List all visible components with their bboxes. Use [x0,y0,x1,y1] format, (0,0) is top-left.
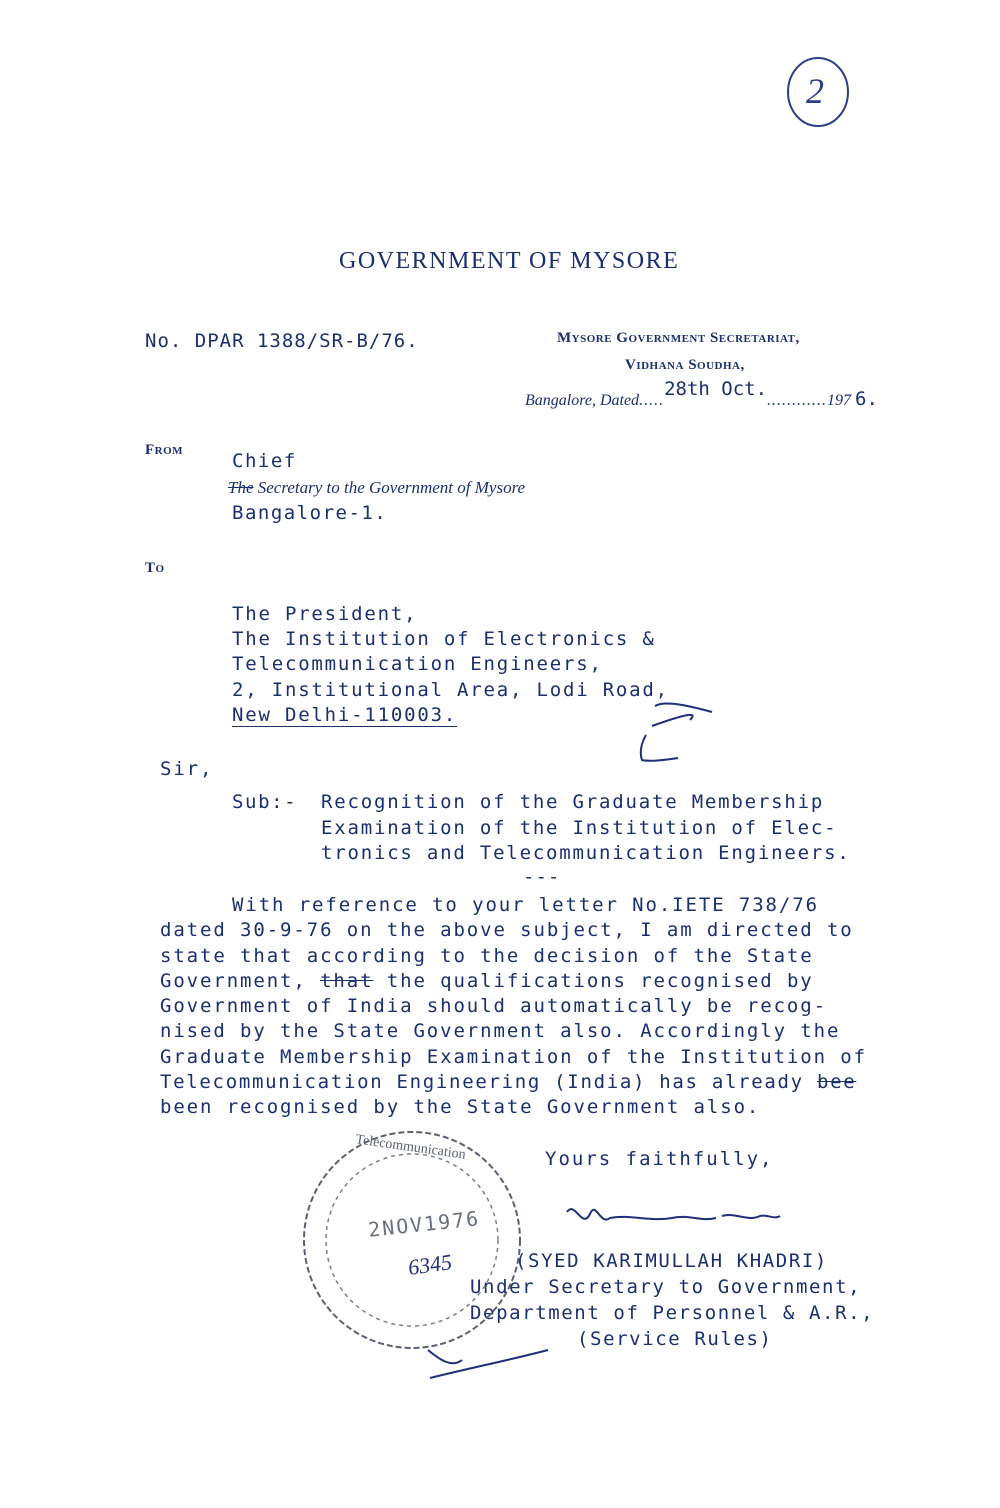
subject-line-3: tronics and Telecommunication Engineers. [321,842,851,864]
subject-line-2: Examination of the Institution of Elec- [321,817,838,839]
from-title: Chief [232,450,297,472]
body-line-3: state that according to the decision of the State [160,945,814,967]
body-line-2: dated 30-9-76 on the above subject, I am directed to [160,919,854,941]
to-line-3: Telecommunication Engineers, [232,653,603,675]
stamp-number: 6345 [406,1249,454,1280]
signatory-section: (Service Rules) [577,1328,773,1350]
body-line-4-b: the qualifications recognised by [386,970,814,992]
signatory-designation: Under Secretary to Government, [470,1276,862,1298]
letterhead-title: GOVERNMENT OF MYSORE [339,248,680,274]
body-struck-word: that [320,970,374,992]
body-line-6: nised by the State Government also. Accordingly the [160,1020,841,1042]
to-line-4: 2, Institutional Area, Lodi Road, [232,679,669,701]
dated-line: Bangalore, Dated.....28th Oct.............197 6. [525,378,878,410]
place-prefix: Bangalore, Dated [525,392,640,409]
date-value: 28th Oct. [664,378,768,400]
signatory-name: (SYED KARIMULLAH KHADRI) [515,1250,828,1272]
body-line-5: Government of India should automatically be recog- [160,995,827,1017]
subject-separator: --- [523,866,561,888]
body-line-4-a: Government, [160,970,307,992]
date-dots: ............ [767,392,828,409]
to-line-1: The President, [232,603,418,625]
secretariat-name: Mysore Government Secretariat, [557,330,800,346]
page-number: 2 [806,71,824,111]
to-line-2: The Institution of Electronics & [232,628,656,650]
secretariat-building: Vidhana Soudha, [625,357,745,373]
signatory-department: Department of Personnel & A.R., [470,1302,875,1324]
to-label: To [145,560,165,576]
year-printed: 197 [827,392,852,409]
body-line-7: Graduate Membership Examination of the Institution of [160,1046,867,1068]
closing: Yours faithfully, [545,1148,774,1170]
to-line-5: New Delhi-110003. [232,704,458,726]
body-struck-fragment: bee [816,1071,857,1093]
body-line-8-text: Telecommunication Engineering (India) has already [160,1071,804,1093]
from-office-text: Secretary to the Government of Mysore [257,478,526,497]
subject-line-1: Recognition of the Graduate Membership [321,791,825,813]
stamp-ring-text: Telecommunication [354,1132,467,1163]
body-line-9: been recognised by the State Government also. [160,1096,761,1118]
salutation: Sir, [160,758,214,780]
reference-number: No. DPAR 1388/SR-B/76. [145,330,419,352]
from-label: From [145,442,184,458]
from-city: Bangalore-1. [232,502,388,524]
stamp-date: 2NOV1976 [367,1206,482,1242]
from-struck-word: The [228,478,254,497]
subject-label: Sub:- [232,791,298,813]
body-line-1: With reference to your letter No.IETE 738/76 [232,894,819,916]
year-typed: 6. [855,388,878,410]
